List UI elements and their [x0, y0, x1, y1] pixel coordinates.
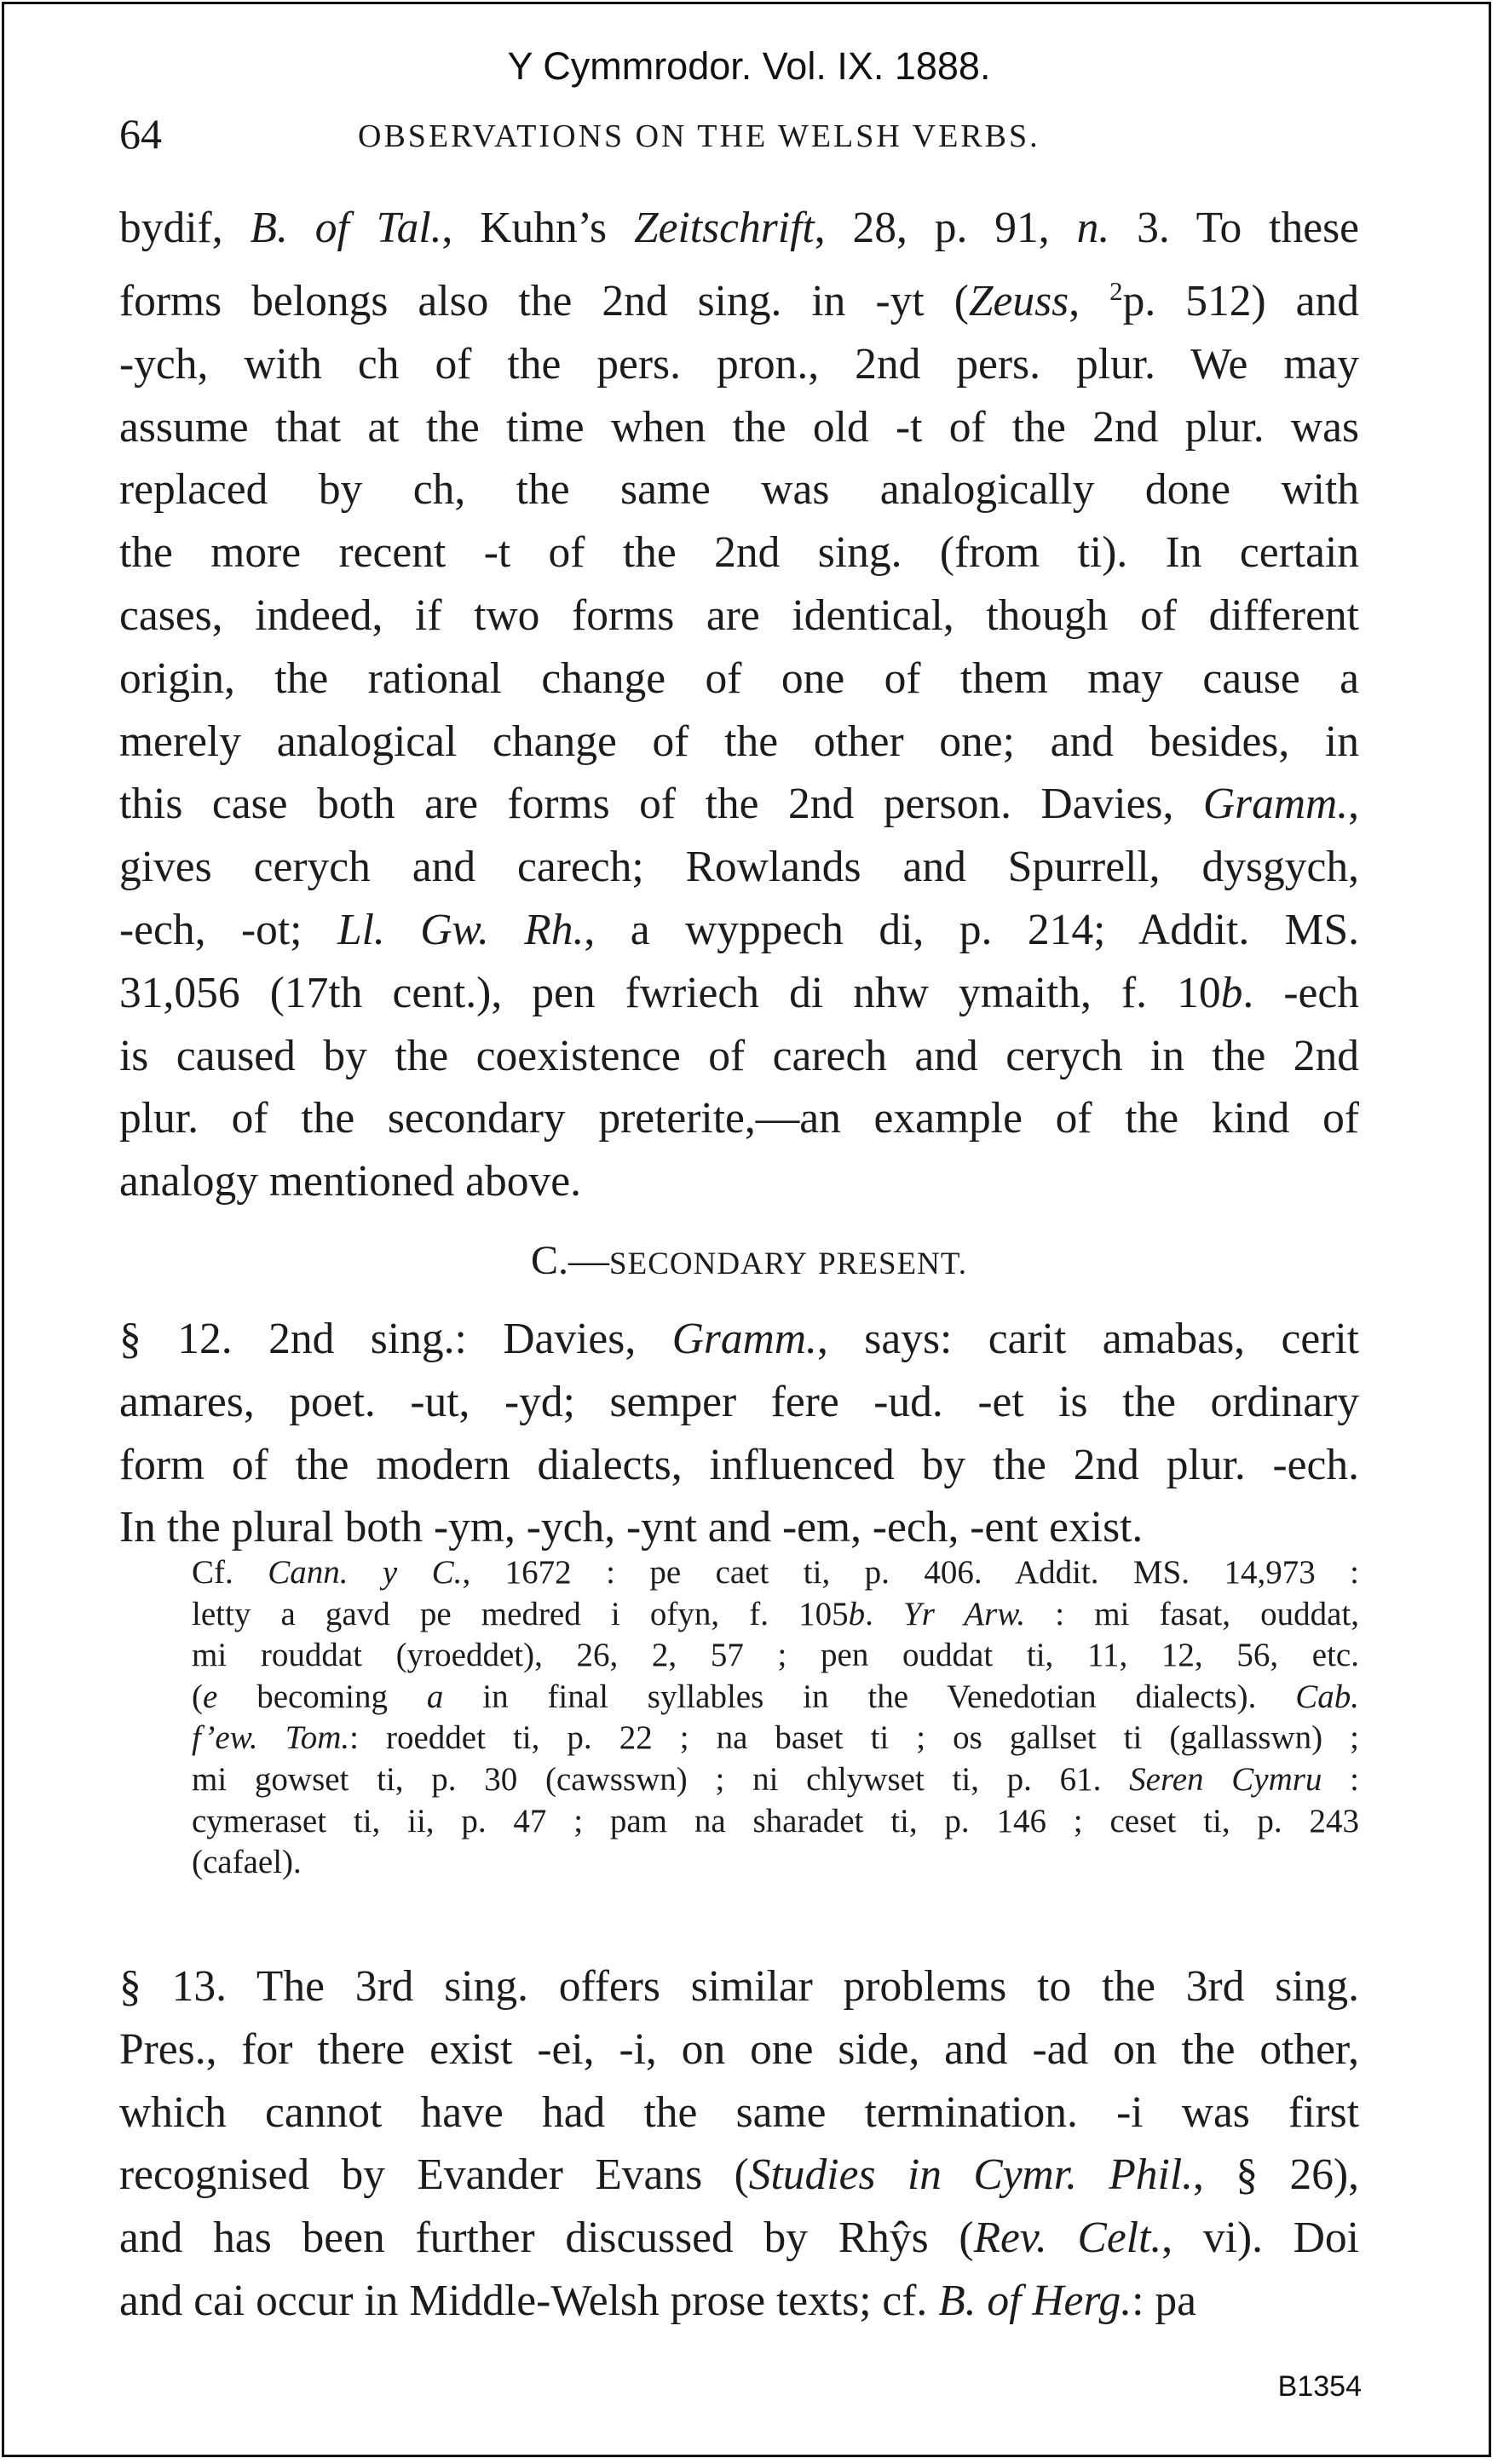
text-line [192, 1842, 1359, 1884]
text-run: gives cerych and carech; Rowlands and Spurrell, dysgych, [119, 843, 1359, 892]
text-run: : [1322, 1760, 1360, 1798]
text-line [119, 458, 1359, 521]
italic-run: Cab. [1295, 1678, 1359, 1715]
text-line [119, 1087, 1359, 1150]
text-run: : mi fasat, ouddat, [1025, 1595, 1359, 1632]
text-line [192, 1552, 1359, 1594]
text-run: . [865, 1595, 903, 1632]
text-line [192, 1759, 1359, 1801]
italic-run: Studies in Cymr. Phil. [748, 2150, 1194, 2200]
text-run: In the plural both -ym, -ych, -ynt and -em, -ech, -ent exist. [119, 1503, 1144, 1552]
italic-run: b [848, 1595, 866, 1632]
text-line [119, 2207, 1359, 2270]
text-run: . -ech [1242, 968, 1359, 1017]
text-run: plur. of the secondary preterite,—an example of the kind of [119, 1094, 1359, 1143]
text-run: bydif, [119, 204, 251, 252]
running-head: OBSERVATIONS ON THE WELSH VERBS. [358, 118, 1040, 154]
text-run: which cannot have had the same termination. -i was first [119, 2087, 1359, 2137]
text-run: : roeddet ti, p. 22 ; na baset ti ; os gallset ti (gallasswn) ; [349, 1719, 1359, 1757]
section-title-word: PRESENT. [818, 1246, 967, 1281]
text-run: p. 512) and [1122, 276, 1360, 325]
text-run: analogy mentioned above. [119, 1157, 582, 1206]
paragraph-observations-2nd-plural [119, 197, 1359, 1213]
text-run: amares, poet. -ut, -yd; semper fere -ud. -et is the ordinary [119, 1377, 1359, 1426]
text-line [192, 1801, 1359, 1843]
text-line [119, 2144, 1359, 2207]
italic-run: Zeuss [968, 276, 1069, 325]
text-run: Pres., for there exist -ei, -i, on one side, and -ad on the other, [119, 2024, 1359, 2074]
text-run: the more recent -t of the 2nd sing. (from ti). In certain [119, 528, 1359, 578]
section-heading-secondary-present [0, 1237, 1498, 1284]
text-run: forms belongs also the 2nd sing. in -yt ( [119, 276, 969, 325]
text-line [192, 1594, 1359, 1636]
text-run: cymeraset ti, ii, p. 47 ; pam na sharadet ti, p. 146 ; ceset ti, p. 243 [192, 1802, 1359, 1839]
text-run: mi gowset ti, p. 30 (cawsswn) ; ni chlywset ti, p. 61. [192, 1760, 1130, 1798]
text-run: cases, indeed, if two forms are identical, though of different [119, 590, 1359, 640]
text-run: becoming [217, 1678, 427, 1715]
text-line [119, 2081, 1359, 2144]
italic-run: Gramm. [1202, 780, 1349, 829]
text-run: , Kuhn’s [441, 204, 634, 252]
text-line [119, 396, 1359, 459]
text-line [192, 1677, 1359, 1718]
text-run: 31,056 (17th cent.), pen fwriech di nhw ymaith, f. 10 [119, 968, 1221, 1017]
text-run: ( [192, 1678, 203, 1715]
italic-run: Yr Arw. [903, 1595, 1026, 1632]
text-line [119, 197, 1359, 260]
italic-run: n. [1076, 204, 1110, 252]
text-run: (cafael). [192, 1844, 302, 1881]
text-run: in final syllables in the Venedotian dialects). [443, 1678, 1296, 1715]
italic-run: Cann. y C. [268, 1554, 463, 1591]
text-run: , 28, p. 91, [814, 204, 1077, 252]
italic-run: e [203, 1678, 218, 1715]
italic-run: b [1220, 968, 1243, 1017]
text-run: -ych, with ch of the pers. pron., 2nd pers. plur. We may [119, 339, 1359, 389]
italic-run: Rev. Celt. [973, 2214, 1162, 2263]
text-run: , § 26), [1193, 2150, 1359, 2200]
text-run: , says: carit amabas, cerit [816, 1315, 1359, 1363]
text-run: assume that at the time when the old -t of the 2nd plur. was [119, 402, 1359, 452]
text-run: replaced by ch, the same was analogically done with [119, 465, 1359, 515]
italic-run: B. of Herg. [938, 2276, 1132, 2325]
page-number: 64 [119, 110, 162, 158]
text-run: form of the modern dialects, influenced by the 2nd plur. -ech. [119, 1440, 1359, 1489]
italic-run: Seren Cymru [1129, 1760, 1322, 1798]
text-line [119, 711, 1359, 774]
text-run: mi rouddat (yroeddet), 26, 2, 57 ; pen ouddat ti, 11, 12, 56, etc. [192, 1637, 1359, 1674]
text-line [119, 1025, 1359, 1088]
text-run: , [1348, 780, 1359, 829]
text-line [119, 521, 1359, 584]
text-line [119, 1434, 1359, 1497]
text-line [119, 899, 1359, 962]
italic-run: B. of Tal. [250, 204, 442, 252]
text-line [119, 773, 1359, 836]
text-run: recognised by Evander Evans ( [119, 2150, 749, 2200]
superscript-run: 2 [1109, 275, 1123, 306]
text-line [192, 1718, 1359, 1759]
text-line [119, 836, 1359, 899]
text-run: : pa [1132, 2276, 1196, 2325]
text-line [119, 1308, 1359, 1371]
journal-title: Y Cymmrodor. Vol. IX. 1888. [507, 44, 991, 88]
text-line [119, 584, 1359, 648]
text-line [119, 1955, 1359, 2018]
text-run: origin, the rational change of one of them may cause a [119, 653, 1359, 703]
text-line [119, 1150, 1359, 1213]
italic-run: a [426, 1678, 444, 1715]
text-line [119, 2018, 1359, 2081]
catalog-number: B1354 [1277, 2370, 1362, 2403]
text-run: , 1672 : pe caet ti, p. 406. Addit. MS. 14,973 : [462, 1554, 1360, 1591]
text-line [119, 962, 1359, 1025]
text-line [119, 333, 1359, 396]
text-run: -ech, -ot; [119, 905, 337, 954]
text-run: and has been further discussed by Rhŷs ( [119, 2214, 974, 2263]
text-run: , [1069, 276, 1110, 325]
text-run: § 13. The 3rd sing. offers similar problems to the 3rd sing. [119, 1962, 1359, 2011]
paragraph-section-12 [119, 1308, 1359, 1559]
text-run: and cai occur in Middle-Welsh prose texts; cf. [119, 2276, 939, 2325]
section-title-word: SECONDARY [609, 1246, 809, 1281]
text-run: , vi). Doi [1161, 2214, 1359, 2263]
paragraph-section-13 [119, 1955, 1359, 2333]
text-line [119, 648, 1359, 711]
footnote-citations [192, 1552, 1359, 1884]
text-run: 3. To these [1109, 204, 1359, 252]
text-run: Cf. [192, 1554, 268, 1591]
section-letter: C.— [531, 1238, 610, 1283]
text-line [119, 1496, 1359, 1559]
text-run: is caused by the coexistence of carech and cerych in the 2nd [119, 1031, 1359, 1080]
text-line [119, 260, 1359, 333]
text-run: merely analogical change of the other one; and besides, in [119, 717, 1359, 766]
italic-run: Ll. Gw. Rh. [337, 905, 585, 954]
italic-run: f’ew. Tom. [192, 1719, 350, 1757]
text-line [119, 2270, 1359, 2333]
text-line [192, 1635, 1359, 1677]
text-run: this case both are forms of the 2nd person. Davies, [119, 780, 1203, 829]
text-run: letty a gavd pe medred i ofyn, f. 105 [192, 1595, 849, 1632]
text-run: , a wyppech di, p. 214; Addit. MS. [584, 905, 1359, 954]
text-line [119, 1371, 1359, 1434]
italic-run: Zeitschrift [633, 204, 815, 252]
italic-run: Gramm. [671, 1315, 817, 1363]
text-run: § 12. 2nd sing.: Davies, [119, 1315, 672, 1363]
